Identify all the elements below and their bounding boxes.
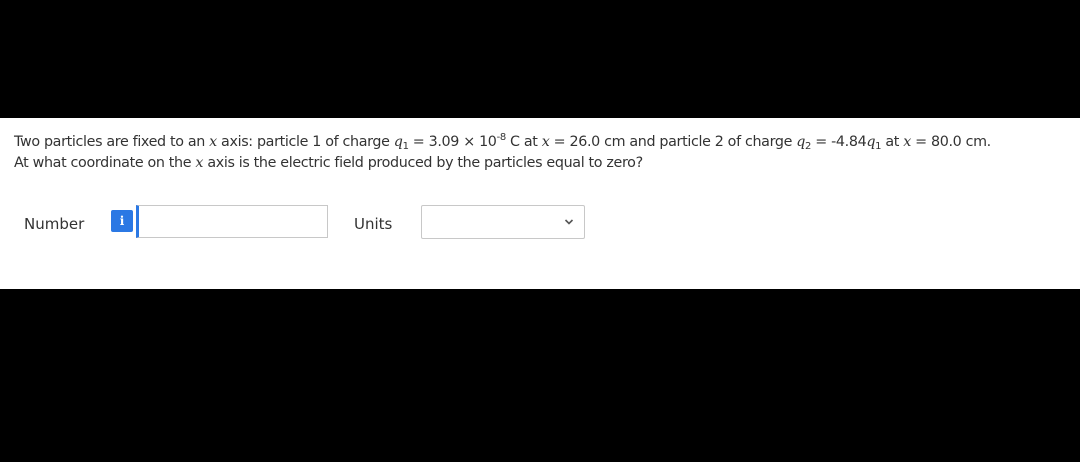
q2-q1-symbol: q [866,134,876,150]
q1-unit: C at [505,134,542,150]
axis-variable: x [209,134,217,150]
number-input[interactable] [136,205,328,238]
top-black-bar [0,0,1080,118]
x1-variable: x [541,134,550,150]
number-label: Number [24,215,85,233]
question-intro: Two particles are fixed to an [14,134,210,150]
info-icon[interactable]: i [111,210,133,232]
answer-row [0,204,1080,244]
x2-variable: x [903,134,911,150]
question-text [14,132,1074,174]
q2-subscript: 2 [805,141,812,152]
q1-symbol: q [393,134,403,150]
q2-q1-subscript: 1 [875,141,882,152]
q1-exponent: -8 [496,132,506,143]
question-line-1 [14,132,1074,153]
x2-value: = 80.0 cm. [910,134,991,150]
units-label: Units [354,215,393,233]
x1-value: = 26.0 cm and particle 2 of charge [549,134,797,150]
q2-symbol: q [796,134,806,150]
q1-value: = 3.09 × 10 [408,134,497,150]
q1-subscript: 1 [402,141,409,152]
question-line2-end: axis is the electric field produced by the particles equal to zero? [203,155,643,171]
bottom-black-bar [0,289,1080,462]
q2-at: at [881,134,904,150]
chevron-down-icon [564,217,574,227]
question-axis-text: axis: particle 1 of charge [216,134,394,150]
question-panel [0,118,1080,289]
line2-variable: x [195,155,204,171]
q2-value: = -4.84 [811,134,867,150]
question-line2-start: At what coordinate on the [14,155,196,171]
question-line-2 [14,153,1074,174]
units-dropdown[interactable] [421,205,585,239]
